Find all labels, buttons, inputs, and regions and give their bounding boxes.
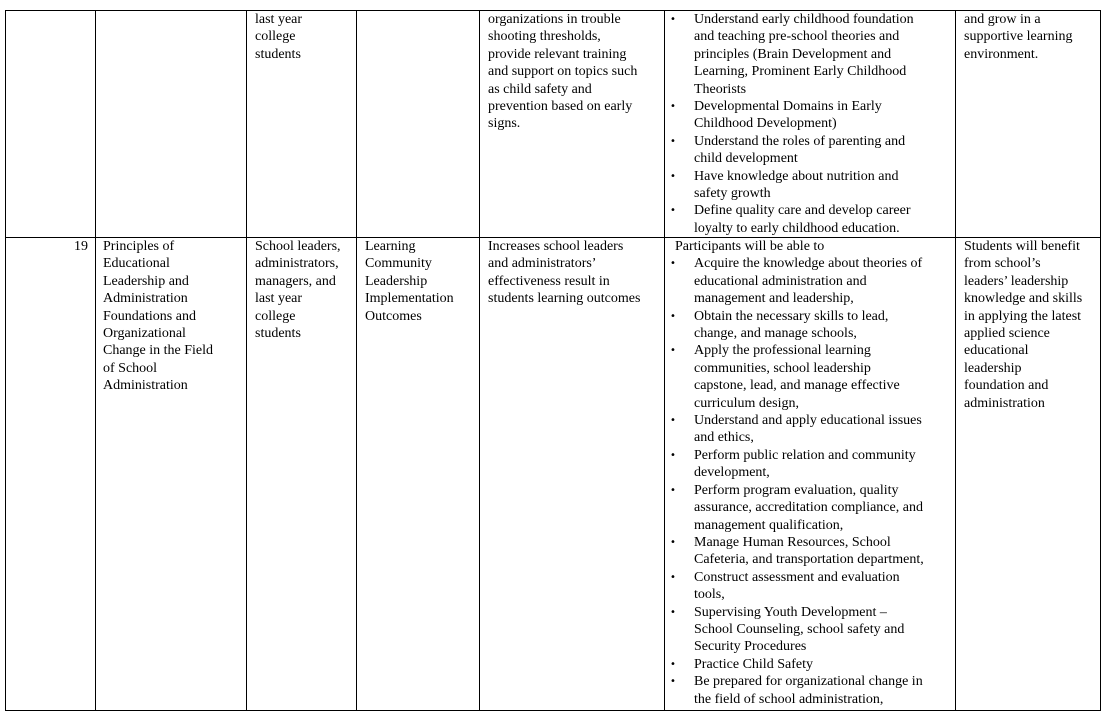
column-border — [955, 10, 956, 711]
cell-line: as child safety and — [488, 81, 592, 97]
cell-line: in applying the latest — [964, 308, 1082, 324]
cell-line: Change in the Field — [103, 343, 214, 359]
list-item — [666, 656, 924, 673]
column-border — [356, 10, 357, 711]
list-item — [666, 604, 924, 656]
cell-line: the field of school administration, — [694, 691, 884, 707]
cell-line: • Developmental Domains in Early — [694, 99, 882, 115]
cell-line: and ethics, — [694, 430, 754, 446]
cell-line: principles (Brain Development and — [694, 46, 892, 62]
cell-line: Security Procedures — [694, 639, 807, 655]
cell-line: safety growth — [694, 186, 771, 202]
cell-line: leadership — [964, 360, 1022, 376]
cell-line: • Be prepared for organizational change in — [694, 674, 923, 690]
list-item — [666, 482, 924, 534]
cell-line: • Understand the roles of parenting and — [694, 133, 906, 149]
cell-line: and support on topics such — [488, 64, 638, 80]
cell-line: • Practice Child Safety — [694, 656, 813, 672]
cell-line: Leadership and — [103, 273, 189, 289]
cell-line: signs. — [488, 116, 521, 132]
framework-cell — [365, 238, 454, 325]
cell-line: Learning — [365, 239, 416, 254]
outcomes-lead: Participants will be able to — [675, 239, 825, 254]
cell-line: effectiveness result in — [488, 273, 610, 289]
cell-line: knowledge and skills — [964, 291, 1083, 307]
cell-line: assurance, accreditation compliance, and — [694, 500, 923, 516]
cell-line: and administrators’ — [488, 256, 597, 272]
cell-line: Theorists — [694, 81, 747, 97]
cell-line: college — [255, 29, 296, 45]
cell-line: management and leadership, — [694, 291, 854, 307]
cell-line: Leadership — [365, 273, 428, 289]
cell-line: Foundations and — [103, 308, 196, 324]
outcomes-cell — [666, 238, 924, 708]
cell-line: Implementation — [365, 291, 454, 307]
column-border — [5, 10, 6, 711]
cell-line: provide relevant training — [488, 46, 627, 62]
cell-line: and grow in a — [964, 12, 1041, 27]
cell-line: applied science — [964, 326, 1050, 342]
cell-line: Organizational — [103, 326, 186, 342]
cell-line: Administration — [103, 378, 188, 394]
table-bottom-border — [5, 710, 1101, 711]
cell-line: tools, — [694, 587, 725, 603]
cell-line: change, and manage schools, — [694, 326, 857, 342]
list-item — [666, 255, 924, 307]
cell-line: Students will benefit — [964, 239, 1080, 254]
row-number-text: 19 — [74, 239, 88, 254]
cell-line: Cafeteria, and transportation department, — [694, 552, 924, 568]
column-border — [95, 10, 96, 711]
cell-line: • Manage Human Resources, School — [694, 534, 891, 550]
cell-line: foundation and — [964, 378, 1049, 394]
program-title-cell — [103, 238, 213, 395]
cell-line: administrators, — [255, 256, 339, 272]
cell-line: • Supervising Youth Development – — [694, 604, 887, 620]
cell-line: environment. — [964, 46, 1039, 62]
list-item — [666, 447, 924, 482]
cell-line: loyalty to early childhood education. — [694, 220, 900, 236]
cell-line: capstone, lead, and manage effective — [694, 378, 900, 394]
list-item — [666, 569, 924, 604]
cell-line: • Acquire the knowledge about theories of — [694, 256, 923, 272]
column-border — [664, 10, 665, 711]
cell-line: Increases school leaders — [488, 239, 624, 254]
participants-cell — [255, 238, 341, 342]
cell-line: Outcomes — [365, 308, 422, 324]
list-item — [666, 11, 914, 98]
cell-line: curriculum design, — [694, 395, 799, 411]
cell-line: last year — [255, 291, 303, 307]
rationale-cell — [488, 238, 640, 308]
list-item — [666, 133, 914, 168]
cell-line: prevention based on early — [488, 99, 633, 115]
cell-line: • Apply the professional learning — [694, 343, 871, 359]
cell-line: School leaders, — [255, 239, 341, 254]
cell-line: development, — [694, 465, 770, 481]
cell-line: students — [255, 326, 301, 342]
column-border — [1100, 10, 1101, 711]
outcomes-list — [666, 11, 914, 237]
cell-line: administration — [964, 395, 1045, 411]
outcomes-list — [666, 255, 924, 708]
row-number — [50, 238, 88, 255]
cell-line: • Have knowledge about nutrition and — [694, 168, 899, 184]
cell-line: educational — [964, 343, 1029, 359]
cell-line: Childhood Development) — [694, 116, 837, 132]
cell-line: managers, and — [255, 273, 336, 289]
cell-line: last year — [255, 12, 303, 27]
cell-line: educational administration and — [694, 273, 867, 289]
cell-line: Community — [365, 256, 432, 272]
cell-line: communities, school leadership — [694, 360, 871, 376]
cell-line: • Understand and apply educational issues — [694, 413, 922, 429]
list-item — [666, 202, 914, 237]
cell-line: • Define quality care and develop career — [694, 203, 911, 219]
list-item — [666, 308, 924, 343]
list-item — [666, 342, 924, 412]
cell-line: from school’s — [964, 256, 1041, 272]
list-item — [666, 168, 914, 203]
participants-cell — [255, 11, 302, 63]
cell-line: leaders’ leadership — [964, 273, 1069, 289]
rationale-cell — [488, 11, 637, 133]
cell-line: • Perform public relation and community — [694, 447, 916, 463]
cell-line: Learning, Prominent Early Childhood — [694, 64, 907, 80]
impact-cell — [964, 238, 1082, 412]
cell-line: Educational — [103, 256, 170, 272]
list-item — [666, 534, 924, 569]
cell-line: child development — [694, 151, 798, 167]
column-border — [479, 10, 480, 711]
list-item — [666, 412, 924, 447]
cell-line: supportive learning — [964, 29, 1073, 45]
list-item — [666, 673, 924, 708]
list-item — [666, 98, 914, 133]
cell-line: Administration — [103, 291, 188, 307]
cell-line: college — [255, 308, 296, 324]
cell-line: organizations in trouble — [488, 12, 621, 27]
cell-line: • Construct assessment and evaluation — [694, 569, 900, 585]
cell-line: management qualification, — [694, 517, 844, 533]
cell-line: School Counseling, school safety and — [694, 621, 905, 637]
cell-line: students — [255, 46, 301, 62]
cell-line: • Obtain the necessary skills to lead, — [694, 308, 889, 324]
column-border — [246, 10, 247, 711]
cell-line: • Understand early childhood foundation — [694, 12, 914, 27]
cell-line: • Perform program evaluation, quality — [694, 482, 899, 498]
cell-line: Principles of — [103, 239, 175, 254]
impact-cell — [964, 11, 1072, 63]
cell-line: students learning outcomes — [488, 291, 641, 307]
cell-line: and teaching pre-school theories and — [694, 29, 900, 45]
cell-line: of School — [103, 360, 158, 376]
cell-line: shooting thresholds, — [488, 29, 601, 45]
